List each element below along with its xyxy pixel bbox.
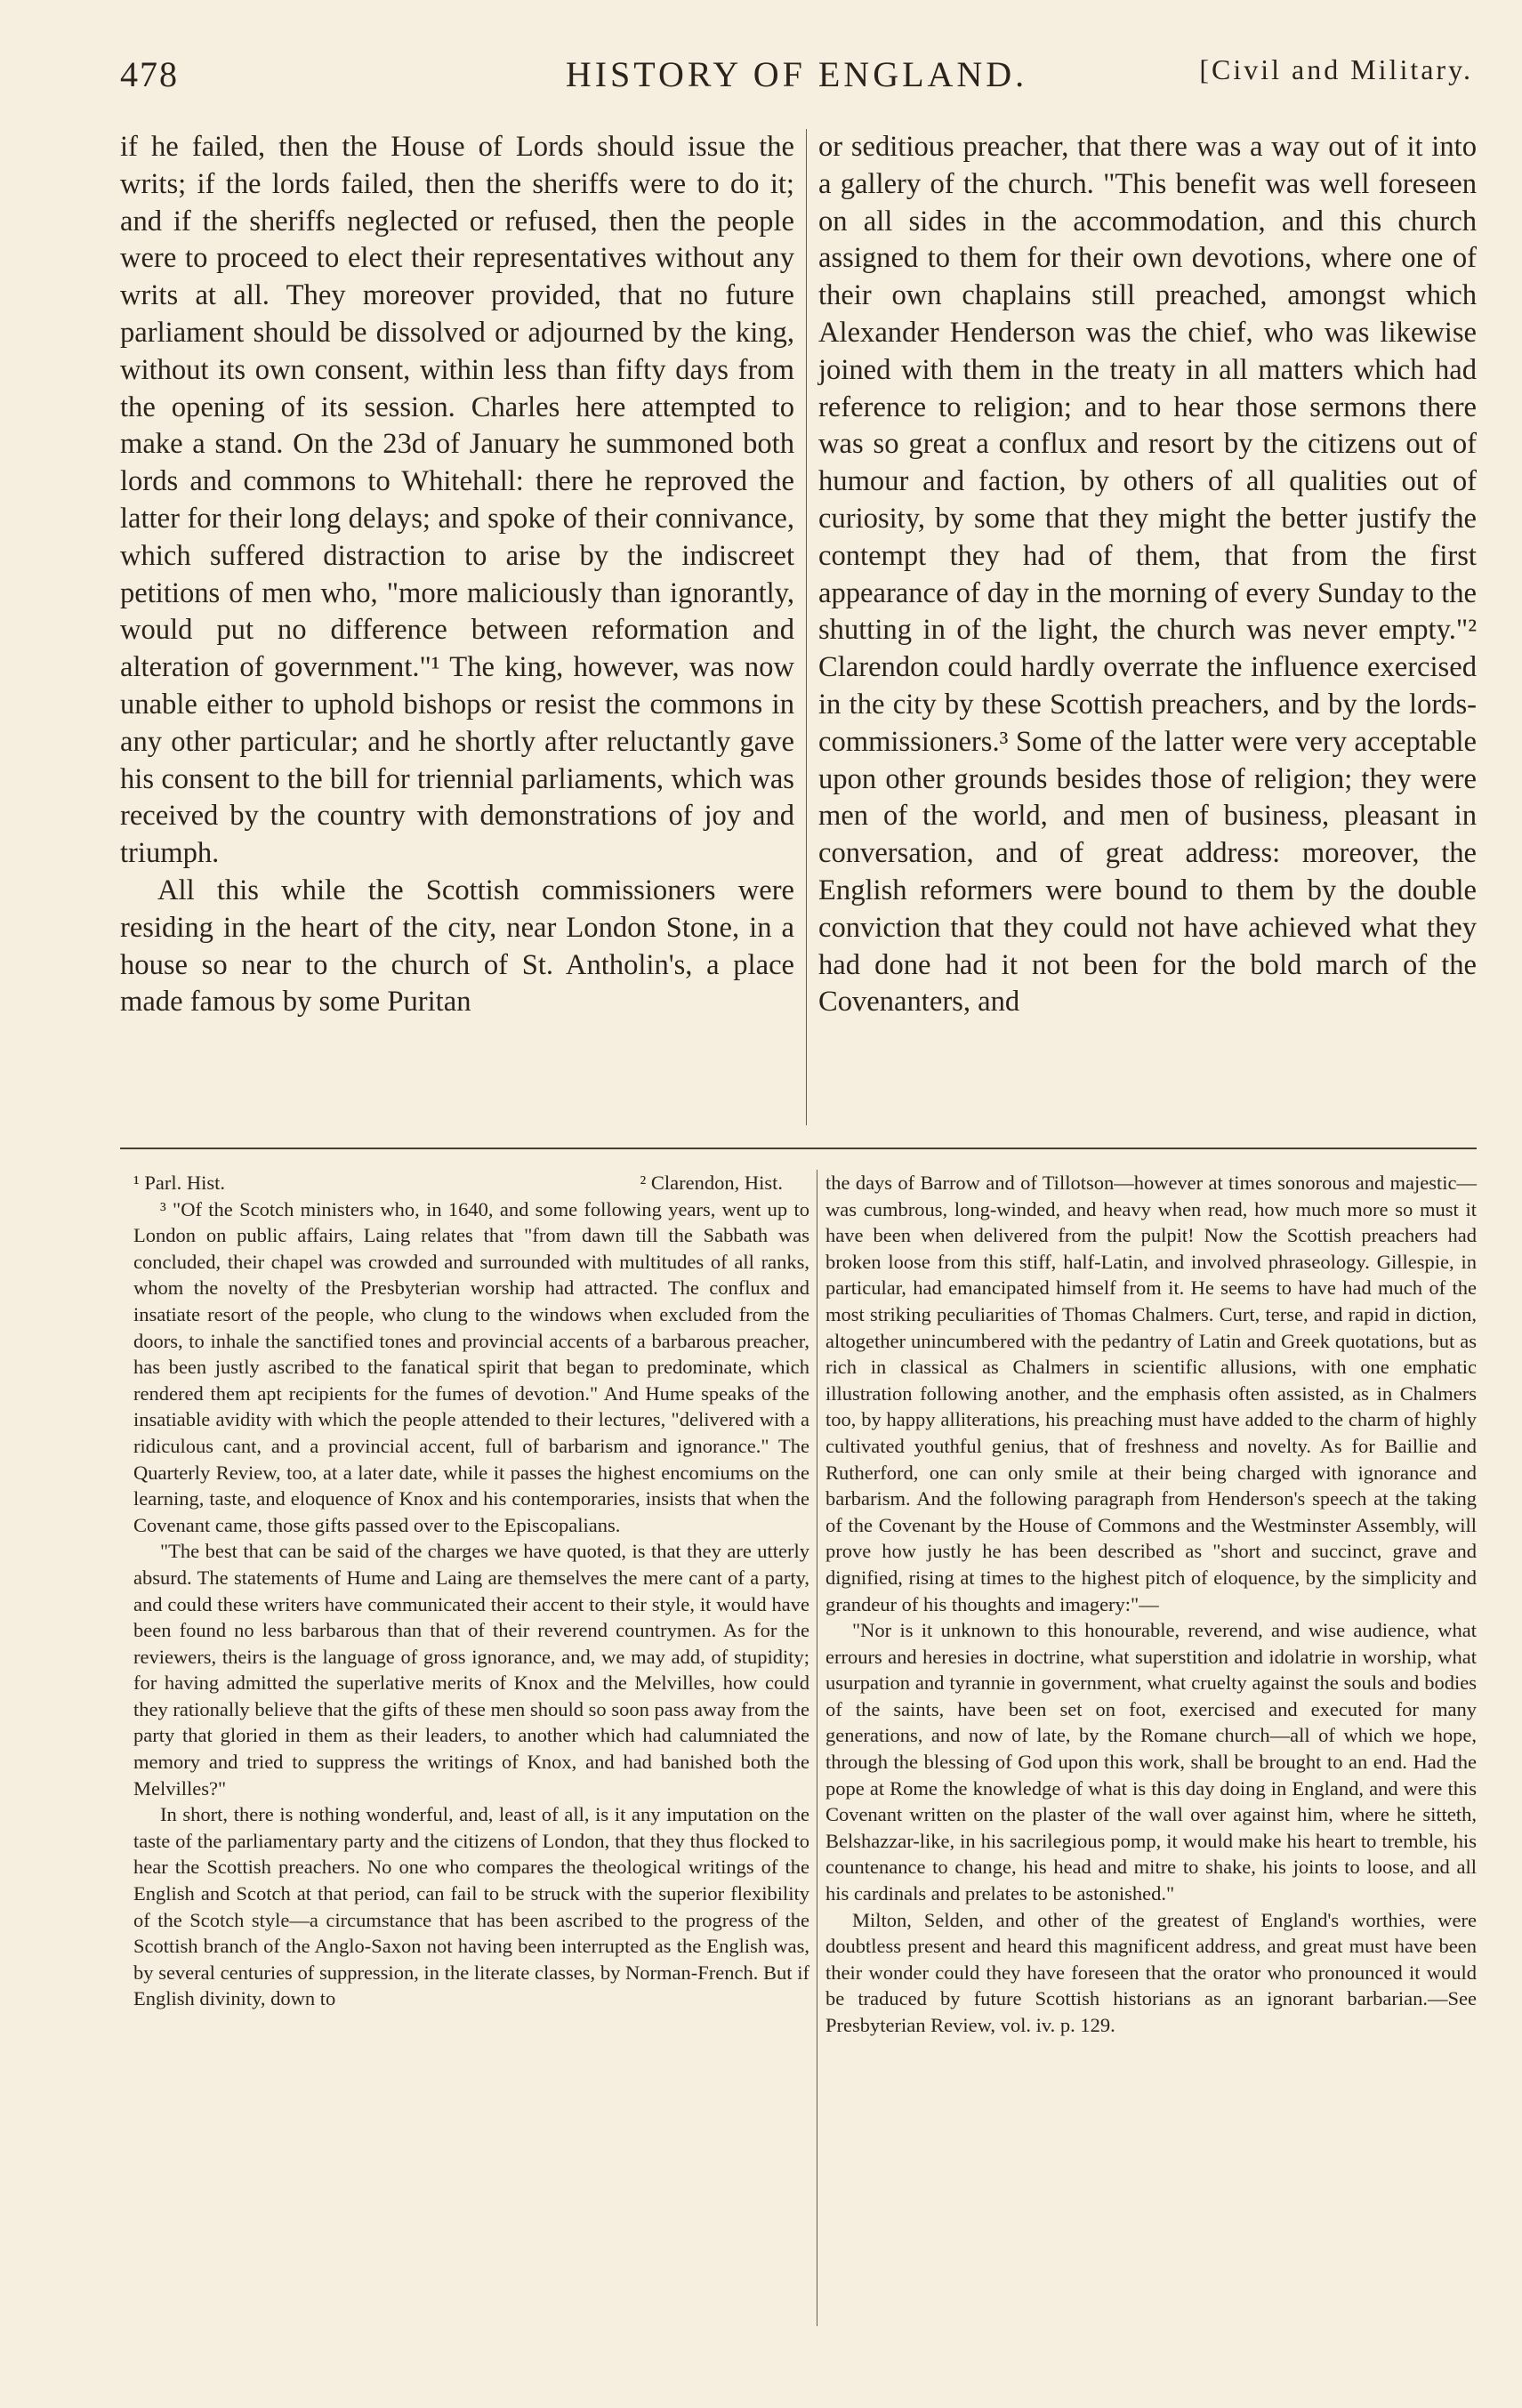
section-heading: [Civil and Military. [1199, 53, 1473, 85]
column-divider [806, 129, 807, 1125]
footnote-refs [133, 1170, 809, 1196]
running-header [120, 53, 1473, 107]
footnotes-column-left [133, 1170, 809, 2012]
footnote-rule [120, 1148, 1477, 1149]
page-number: 478 [120, 54, 179, 94]
body-column-right [818, 129, 1477, 1021]
footnote-paragraph: "Nor is it unknown to this honourable, reverend, and wise audience, what errours and heresies in doctrine, what superstition and idolatrie in worship, what usurpation and tyrannie in government, what cruelty against the souls and bodies of the saints, have been set on foot, exercised and executed for many generations, and now of late, by the Romane church—all of which we hope, through the blessing of God upon this work, shall be brought to an end. Had the pope at Rome the knowledge of what is this day doing in England, and were this Covenant written on the plaster of the wall over against him, where he sitteth, Belshazzar-like, in his sacrilegious pomp, it would make his heart to tremble, his countenance to change, his head and mitre to shake, his joints to loose, and all his cardinals and prelates to be astonished." [825, 1619, 1477, 1905]
footnote-paragraph: In short, there is nothing wonderful, and, least of all, is it any imputation on the taste of the parliamentary party and the citizens of London, that they thus flocked to hear the Scottish preachers. No one who compares the theological writings of the English and Scotch at that period, can fail to be struck with the superior flexibility of the Scotch style—a circumstance that has been ascribed to the progress of the Scottish branch of the Anglo-Saxon not having been interrupted as the English was, by several centuries of suppression, in the literate classes, by Norman-French. But if English divinity, down to [133, 1803, 809, 2010]
body-paragraph: or seditious preacher, that there was a way out of it into a gallery of the church. "This benefit was well foreseen on all sides in the accommodation, and this church assigned to them for their own devotions, where one of their own chaplains still preached, amongst which Alexander Henderson was the chief, who was likewise joined with them in the treaty in all matters which had reference to religion; and to hear those sermons there was so great a conflux and resort by the citizens out of humour and faction, by others of all qualities out of curiosity, by some that they might the better justify the contempt they had of them, that from the first appearance of day in the morning of every Sunday to the shutting in of the light, the church was never empty."² Clarendon could hardly overrate the influence exercised in the city by these Scottish preachers, and by the lords-commissioners.³ Some of the latter were very acceptable upon other grounds besides those of religion; they were men of the world, and men of business, pleasant in conversation, and of great address: moreover, the English reformers were bound to them by the double conviction that they could not have achieved what they had done had it not been for the bold march of the Covenanters, and [818, 131, 1477, 1019]
footnote-paragraph: the days of Barrow and of Tillotson—however at times sonorous and majestic—was cumbrous, long-winded, and heavy when read, how much more so must it have been when delivered from the pulpit! Now the Scottish preachers had broken loose from this stiff, half-Latin, and involved phraseology. Gillespie, in particular, had emancipated himself from it. He seems to have had much of the most striking peculiarities of Thomas Chalmers. Curt, terse, and rapid in diction, altogether unincumbered with the pedantry of Latin and Greek quotations, but as rich in classical as Chalmers in scientific allusions, with one emphatic illustration following another, and the emphasis often assisted, as in Chalmers too, by happy alliterations, his preaching must have added to the charm of highly cultivated youthful genius, that of freshness and novelty. As for Baillie and Rutherford, one can only smile at their being charged with ignorance and barbarism. And the following paragraph from Henderson's speech at the taking of the Covenant by the House of Commons and the Westminster Assembly, will prove how justly he has been described as "short and succinct, grave and dignified, rising at times to the highest pitch of eloquence, by the simplicity and grandeur of his thoughts and imagery:"— [825, 1172, 1477, 1615]
body-column-left [120, 129, 794, 1021]
body-paragraph: if he failed, then the House of Lords should issue the writs; if the lords failed, then the sheriffs were to do it; and if the sheriffs neglected or refused, then the people were to proceed to elect their representatives without any writs at all. They moreover provided, that no future parliament should be dissolved or adjourned by the king, without its own consent, within less than fifty days from the opening of its session. Charles here attempted to make a stand. On the 23d of January he summoned both lords and commons to Whitehall: there he reproved the latter for their long delays; and spoke of their connivance, which suffered distraction to arise by the indiscreet petitions of men who, "more maliciously than ignorantly, would put no difference between reformation and alteration of government."¹ The king, however, was now unable either to uphold bishops or resist the commons in any other particular; and he shortly after reluctantly gave his consent to the bill for triennial parliaments, which was received by the country with demonstrations of joy and triumph. [120, 131, 794, 870]
footnotes-column-right [825, 1170, 1477, 2039]
footnote-2: ² Clarendon, Hist. [640, 1172, 783, 1194]
footnote-paragraph: ³ "Of the Scotch ministers who, in 1640, and some following years, went up to London on public affairs, Laing relates that "from dawn till the Sabbath was concluded, their chapel was crowded and surrounded with multitudes of all ranks, whom the novelty of the Presbyterian worship had attracted. The conflux and insatiate resort of the people, who clung to the windows when excluded from the doors, to inhale the sanctified tones and provincial accents of a barbarous preacher, has been justly ascribed to the fanatical spirit that began to predominate, which rendered them apt recipients for the fumes of devotion." And Hume speaks of the insatiable avidity with which the people attended to their lectures, "delivered with a ridiculous cant, and a provincial accent, full of barbarism and ignorance." The Quarterly Review, too, at a later date, while it passes the highest encomiums on the learning, taste, and eloquence of Knox and his contemporaries, insists that when the Covenant came, those gifts passed over to the Episcopalians. [133, 1197, 809, 1536]
footnote-paragraph: Milton, Selden, and other of the greatest of England's worthies, were doubtless present and heard this magnificent address, and great must have been their wonder could they have foreseen that the orator who pronounced it would be traduced by future Scottish historians as an ignorant barbarian.—See Presbyterian Review, vol. iv. p. 129. [825, 1908, 1477, 2036]
body-paragraph: All this while the Scottish commissioners were residing in the heart of the city, near London Stone, in a house so near to the church of St. Antholin's, a place made famous by some Puritan [120, 874, 794, 1019]
footnote-1: ¹ Parl. Hist. [133, 1172, 225, 1194]
page-title: HISTORY OF ENGLAND. [565, 54, 1028, 94]
footnote-paragraph: "The best that can be said of the charges we have quoted, is that they are utterly absurd. The statements of Hume and Laing are themselves the mere cant of a party, and could these writers have communicated their accent to their style, it would have been found no less barbarous than that of their reverend countrymen. As for the reviewers, theirs is the language of gross ignorance, and, we may add, of stupidity; for having admitted the superlative merits of Knox and the Melvilles, how could they rationally believe that the gifts of these men should so soon pass away from the party that gloried in them as their leaders, to another which had calumniated the memory and tried to suppress the writings of Knox, and had banished both the Melvilles?" [133, 1540, 809, 1800]
